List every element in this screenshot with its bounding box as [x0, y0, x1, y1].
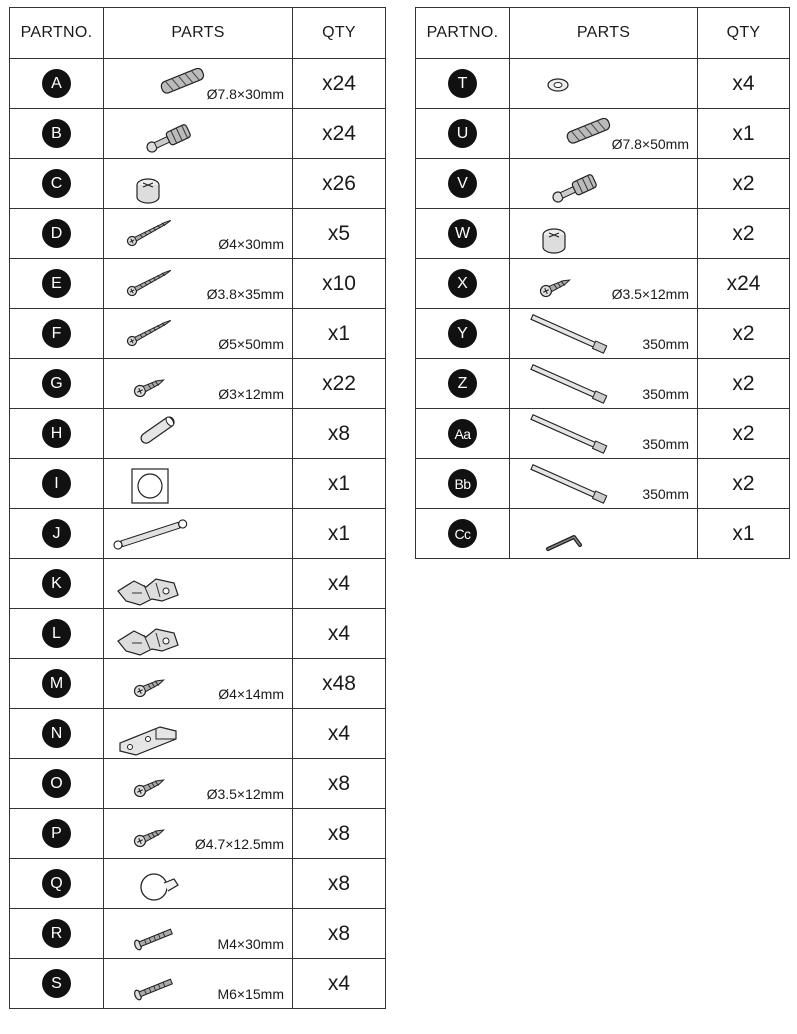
part-quantity: x10 — [293, 259, 386, 309]
part-letter-badge: B — [42, 119, 71, 148]
part-no-cell — [10, 459, 104, 509]
part-dimension: M6×15mm — [217, 986, 284, 1002]
part-quantity: x2 — [698, 309, 790, 359]
part-dimension: Ø4×30mm — [218, 236, 284, 252]
part-illustration-cell — [510, 409, 698, 459]
part-letter-badge: G — [42, 369, 71, 398]
part-illustration-cell — [510, 309, 698, 359]
part-dimension: Ø7.8×50mm — [611, 136, 689, 152]
table-row — [416, 259, 790, 309]
part-letter-badge: E — [42, 269, 71, 298]
part-no-cell — [416, 109, 510, 159]
part-illustration-cell — [510, 209, 698, 259]
part-quantity: x2 — [698, 459, 790, 509]
table-row — [10, 309, 386, 359]
part-no-cell — [10, 759, 104, 809]
table-row — [10, 359, 386, 409]
part-quantity: x4 — [293, 609, 386, 659]
part-no-cell — [10, 659, 104, 709]
part-quantity: x26 — [293, 159, 386, 209]
part-illustration-cell — [510, 159, 698, 209]
connector-rod-icon — [104, 509, 224, 559]
part-quantity: x8 — [293, 409, 386, 459]
part-quantity: x1 — [293, 309, 386, 359]
part-no-cell — [10, 559, 104, 609]
cam-bolt-icon — [510, 159, 630, 209]
part-letter-badge: D — [42, 219, 71, 248]
part-dimension: 350mm — [642, 436, 689, 452]
part-no-cell — [10, 809, 104, 859]
part-no-cell — [416, 209, 510, 259]
part-quantity: x1 — [293, 459, 386, 509]
part-illustration-cell — [510, 459, 698, 509]
part-no-cell — [416, 359, 510, 409]
header-qty: QTY — [293, 8, 386, 59]
part-dimension: Ø4.7×12.5mm — [194, 836, 284, 852]
part-illustration-cell — [104, 809, 293, 859]
part-no-cell — [416, 309, 510, 359]
part-quantity: x4 — [293, 559, 386, 609]
table-row — [10, 509, 386, 559]
hinge-icon — [104, 609, 224, 659]
part-letter-badge: X — [448, 269, 477, 298]
part-dimension: M4×30mm — [217, 936, 284, 952]
bracket-icon — [104, 709, 224, 759]
short-screw-icon — [104, 359, 224, 409]
part-no-cell — [10, 209, 104, 259]
drawer-slide-icon — [510, 409, 630, 459]
part-no-cell — [10, 609, 104, 659]
part-letter-badge: I — [42, 469, 71, 498]
part-quantity: x48 — [293, 659, 386, 709]
table-row — [416, 159, 790, 209]
part-illustration-cell — [104, 309, 293, 359]
part-letter-badge: Bb — [448, 469, 477, 498]
part-letter-badge: V — [448, 169, 477, 198]
part-letter-badge: F — [42, 319, 71, 348]
part-quantity: x4 — [698, 59, 790, 109]
table-row — [10, 709, 386, 759]
part-quantity: x5 — [293, 209, 386, 259]
part-no-cell — [10, 709, 104, 759]
part-letter-badge: Z — [448, 369, 477, 398]
part-quantity: x1 — [698, 109, 790, 159]
part-letter-badge: L — [42, 619, 71, 648]
header-qty: QTY — [698, 8, 790, 59]
table-row — [416, 309, 790, 359]
table-row — [10, 609, 386, 659]
part-illustration-cell — [104, 609, 293, 659]
part-illustration-cell — [104, 559, 293, 609]
table-row — [10, 459, 386, 509]
part-letter-badge: Aa — [448, 419, 477, 448]
part-illustration-cell — [510, 509, 698, 559]
part-illustration-cell — [104, 959, 293, 1009]
parts-table-left — [9, 7, 386, 1009]
part-letter-badge: M — [42, 669, 71, 698]
table-row — [10, 409, 386, 459]
part-illustration-cell — [104, 109, 293, 159]
table-row — [416, 109, 790, 159]
part-illustration-cell — [104, 759, 293, 809]
screw-icon — [104, 309, 224, 359]
part-no-cell — [416, 159, 510, 209]
table-row — [10, 209, 386, 259]
part-illustration-cell — [104, 709, 293, 759]
part-quantity: x4 — [293, 709, 386, 759]
part-illustration-cell — [104, 209, 293, 259]
part-no-cell — [416, 459, 510, 509]
cover-cap-icon — [104, 459, 224, 509]
table-row — [10, 259, 386, 309]
part-no-cell — [10, 359, 104, 409]
part-quantity: x2 — [698, 159, 790, 209]
part-quantity: x8 — [293, 809, 386, 859]
table-row — [416, 209, 790, 259]
table-row — [10, 159, 386, 209]
header-part-no: PARTNO. — [10, 8, 104, 59]
part-no-cell — [10, 409, 104, 459]
screw-icon — [104, 209, 224, 259]
machine-screw-icon — [104, 959, 224, 1009]
part-no-cell — [10, 259, 104, 309]
drawer-slide-icon — [510, 359, 630, 409]
part-dimension: Ø5×50mm — [218, 336, 284, 352]
part-dimension: 350mm — [642, 336, 689, 352]
part-illustration-cell — [104, 259, 293, 309]
part-quantity: x1 — [698, 509, 790, 559]
cam-lock-icon — [104, 159, 224, 209]
header-part-no: PARTNO. — [416, 8, 510, 59]
part-no-cell — [10, 509, 104, 559]
drawer-slide-icon — [510, 309, 630, 359]
part-dimension: 350mm — [642, 486, 689, 502]
part-letter-badge: H — [42, 419, 71, 448]
part-quantity: x22 — [293, 359, 386, 409]
part-quantity: x2 — [698, 359, 790, 409]
cam-lock-icon — [510, 209, 630, 259]
part-no-cell — [416, 409, 510, 459]
part-letter-badge: Q — [42, 869, 71, 898]
part-no-cell — [416, 259, 510, 309]
part-dimension: Ø3.8×35mm — [206, 286, 284, 302]
part-quantity: x8 — [293, 909, 386, 959]
part-no-cell — [10, 159, 104, 209]
part-quantity: x24 — [698, 259, 790, 309]
table-row — [416, 59, 790, 109]
table-header-row — [416, 8, 790, 59]
table-row — [10, 559, 386, 609]
part-letter-badge: A — [42, 69, 71, 98]
part-illustration-cell — [104, 59, 293, 109]
part-no-cell — [10, 109, 104, 159]
allen-key-icon — [510, 509, 630, 559]
drawer-slide-icon — [510, 459, 630, 509]
table-row — [10, 59, 386, 109]
part-letter-badge: T — [448, 69, 477, 98]
header-parts: PARTS — [510, 8, 698, 59]
part-quantity: x4 — [293, 959, 386, 1009]
hinge-icon — [104, 559, 224, 609]
part-letter-badge: J — [42, 519, 71, 548]
part-illustration-cell — [104, 909, 293, 959]
part-illustration-cell — [104, 459, 293, 509]
header-parts: PARTS — [104, 8, 293, 59]
parts-table-right — [415, 7, 790, 559]
part-illustration-cell — [510, 59, 698, 109]
table-row — [10, 859, 386, 909]
table-row — [10, 909, 386, 959]
part-letter-badge: Cc — [448, 519, 477, 548]
table-row — [416, 459, 790, 509]
short-screw-icon — [104, 659, 224, 709]
part-illustration-cell — [104, 359, 293, 409]
part-illustration-cell — [510, 109, 698, 159]
part-quantity: x8 — [293, 759, 386, 809]
part-no-cell — [10, 59, 104, 109]
part-dimension: Ø4×14mm — [218, 686, 284, 702]
part-letter-badge: U — [448, 119, 477, 148]
shelf-pin-icon — [104, 409, 224, 459]
part-letter-badge: S — [42, 969, 71, 998]
table-row — [10, 809, 386, 859]
part-letter-badge: K — [42, 569, 71, 598]
part-dimension: Ø3.5×12mm — [206, 786, 284, 802]
cam-bolt-icon — [104, 109, 224, 159]
part-quantity: x2 — [698, 409, 790, 459]
part-illustration-cell — [104, 859, 293, 909]
part-dimension: 350mm — [642, 386, 689, 402]
part-no-cell — [416, 59, 510, 109]
part-illustration-cell — [104, 509, 293, 559]
part-letter-badge: P — [42, 819, 71, 848]
part-letter-badge: O — [42, 769, 71, 798]
part-quantity: x1 — [293, 509, 386, 559]
knob-icon — [104, 859, 224, 909]
part-quantity: x24 — [293, 109, 386, 159]
table-row — [10, 959, 386, 1009]
part-letter-badge: W — [448, 219, 477, 248]
part-no-cell — [10, 959, 104, 1009]
part-no-cell — [10, 309, 104, 359]
table-header-row — [10, 8, 386, 59]
table-row — [10, 659, 386, 709]
table-row — [10, 109, 386, 159]
part-quantity: x8 — [293, 859, 386, 909]
part-illustration-cell — [510, 359, 698, 409]
part-illustration-cell — [510, 259, 698, 309]
part-quantity: x2 — [698, 209, 790, 259]
part-illustration-cell — [104, 409, 293, 459]
part-no-cell — [10, 909, 104, 959]
part-no-cell — [416, 509, 510, 559]
table-row — [10, 759, 386, 809]
part-quantity: x24 — [293, 59, 386, 109]
part-letter-badge: N — [42, 719, 71, 748]
part-illustration-cell — [104, 659, 293, 709]
table-row — [416, 359, 790, 409]
part-no-cell — [10, 859, 104, 909]
part-letter-badge: Y — [448, 319, 477, 348]
table-row — [416, 409, 790, 459]
table-row — [416, 509, 790, 559]
washer-icon — [510, 59, 630, 109]
part-letter-badge: C — [42, 169, 71, 198]
part-dimension: Ø3.5×12mm — [611, 286, 689, 302]
part-dimension: Ø3×12mm — [218, 386, 284, 402]
part-illustration-cell — [104, 159, 293, 209]
part-letter-badge: R — [42, 919, 71, 948]
part-dimension: Ø7.8×30mm — [206, 86, 284, 102]
machine-screw-icon — [104, 909, 224, 959]
